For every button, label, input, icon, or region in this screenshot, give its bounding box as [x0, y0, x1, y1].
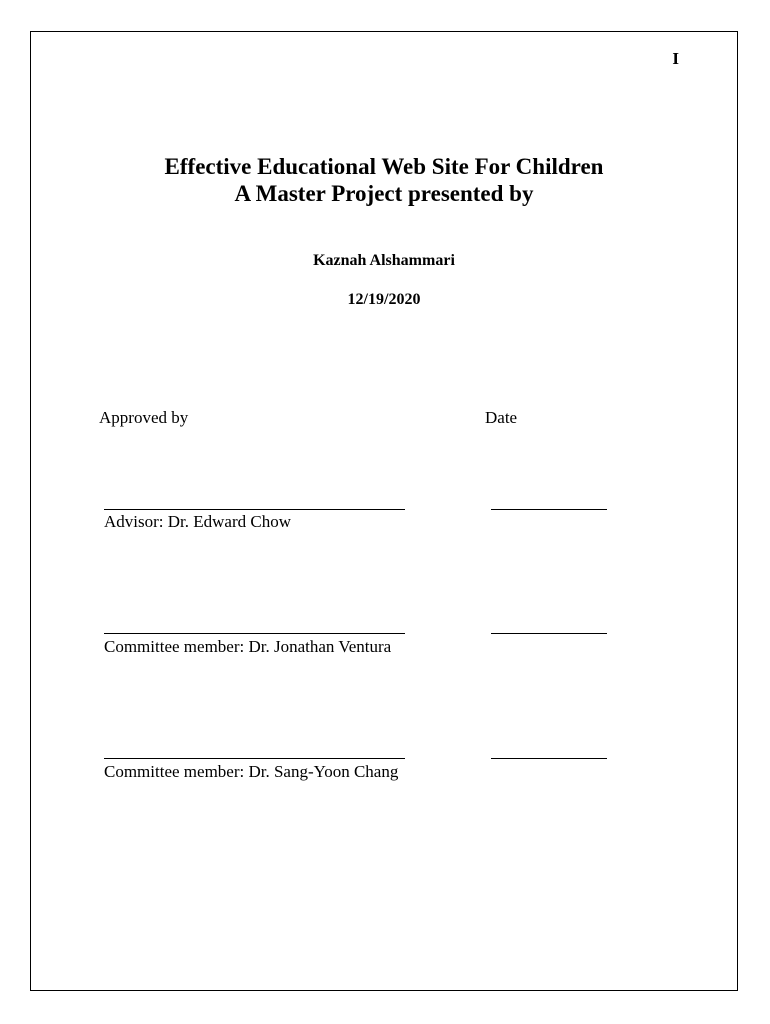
- title-line-1: Effective Educational Web Site For Children: [164, 154, 604, 179]
- title-line-2: A Master Project presented by: [234, 181, 534, 206]
- signatory-name: Committee member: Dr. Jonathan Ventura: [104, 637, 392, 656]
- signatory-name: Committee member: Dr. Sang-Yoon Chang: [104, 762, 399, 781]
- signatory-name: Advisor: Dr. Edward Chow: [104, 512, 291, 531]
- document-page: [30, 31, 738, 991]
- date-column-label: Date: [485, 408, 518, 427]
- presentation-date: 12/19/2020: [347, 291, 421, 308]
- signature-date-line: [491, 758, 607, 759]
- signature-line: [104, 509, 405, 510]
- signature-date-line: [491, 633, 607, 634]
- document-title: [31, 153, 737, 207]
- signature-line: [104, 758, 405, 759]
- author-name: Kaznah Alshammari: [313, 252, 455, 269]
- approved-by-label: Approved by: [99, 408, 189, 427]
- signature-date-line: [491, 509, 607, 510]
- signature-line: [104, 633, 405, 634]
- page-number: I: [672, 49, 679, 68]
